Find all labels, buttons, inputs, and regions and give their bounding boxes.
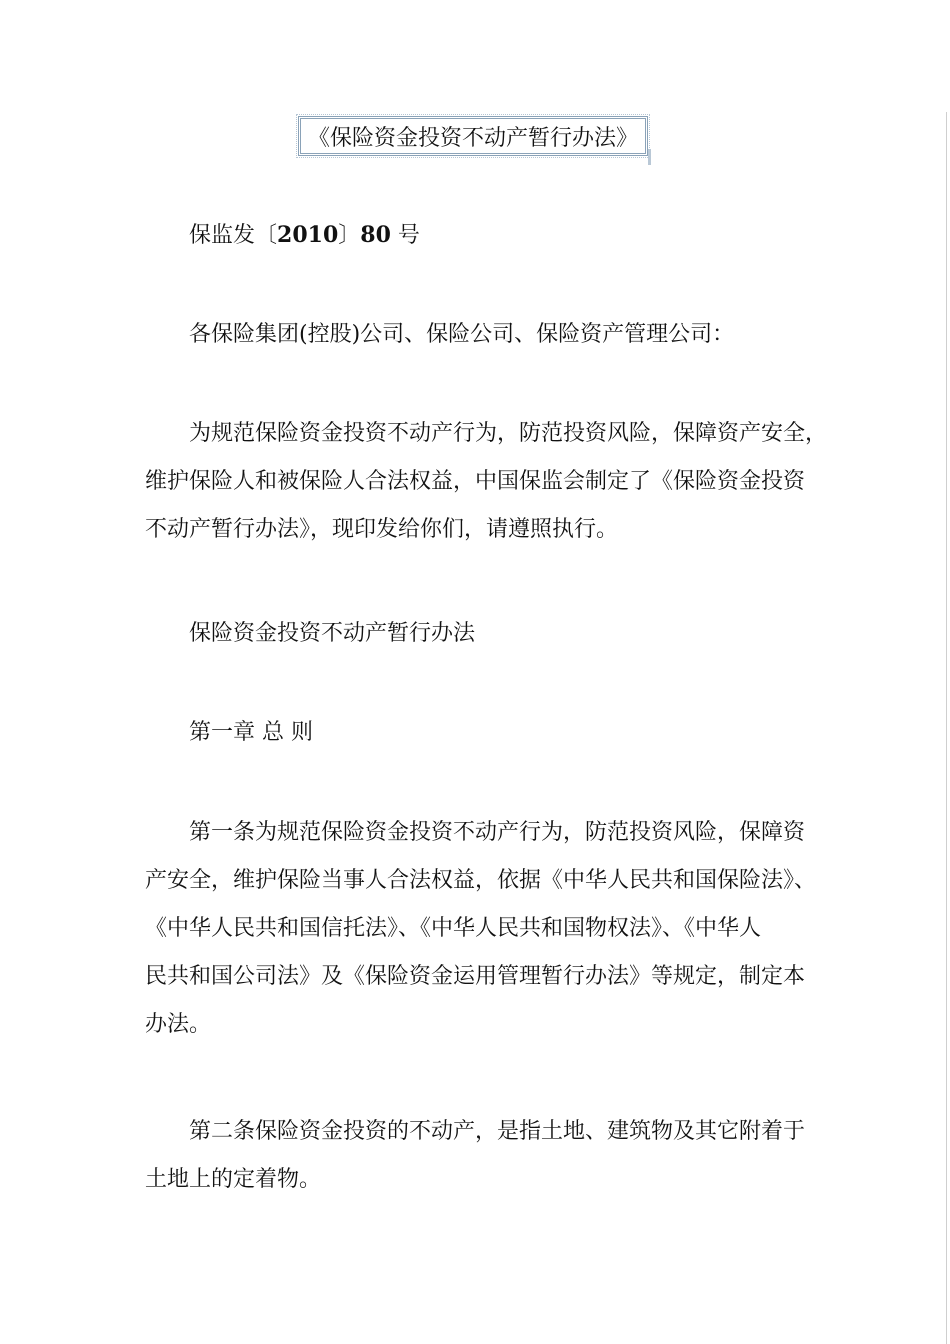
article-2-paragraph	[145, 1108, 815, 1204]
article-1-paragraph	[145, 809, 815, 1049]
doc-number-number: 80	[360, 222, 391, 248]
article-1-line: 办法。	[145, 1012, 212, 1037]
article-1-line: 产安全，维护保险当事人合法权益，依据《中华人民共和国保险法》、	[145, 868, 817, 893]
article-1-line: 民共和国公司法》及《保险资金运用管理暂行办法》等规定，制定本	[145, 964, 806, 989]
subtitle: 保险资金投资不动产暂行办法	[189, 621, 476, 646]
doc-number-prefix: 保监发〔	[189, 223, 278, 248]
document-number	[145, 211, 859, 260]
doc-number-year: 2010	[277, 222, 339, 248]
article-1-line: 《中华人民共和国信托法》、《中华人民共和国物权法》、《中华人	[145, 916, 762, 941]
article-2-line: 土地上的定着物。	[145, 1167, 322, 1192]
doc-number-suffix: 号	[397, 223, 420, 248]
doc-number-mid: 〕	[338, 223, 361, 248]
chapter-heading: 第一章 总 则	[189, 720, 313, 745]
addressee-line: 各保险集团(控股)公司、保险公司、保险资产管理公司：	[189, 322, 735, 347]
notice-paragraph	[145, 410, 828, 554]
document-title: 《保险资金投资不动产暂行办法》	[298, 116, 648, 156]
article-1-line: 第一条为规范保险资金投资不动产行为，防范投资风险，保障资	[189, 820, 806, 845]
notice-line: 不动产暂行办法》，现印发给你们，请遵照执行。	[145, 517, 619, 542]
article-2-line: 第二条保险资金投资的不动产，是指土地、建筑物及其它附着于	[189, 1119, 806, 1144]
notice-line: 为规范保险资金投资不动产行为，防范投资风险，保障资产安全，	[189, 421, 828, 446]
page-edge-rule	[946, 112, 947, 1344]
notice-line: 维护保险人和被保险人合法权益，中国保监会制定了《保险资金投资	[145, 469, 806, 494]
